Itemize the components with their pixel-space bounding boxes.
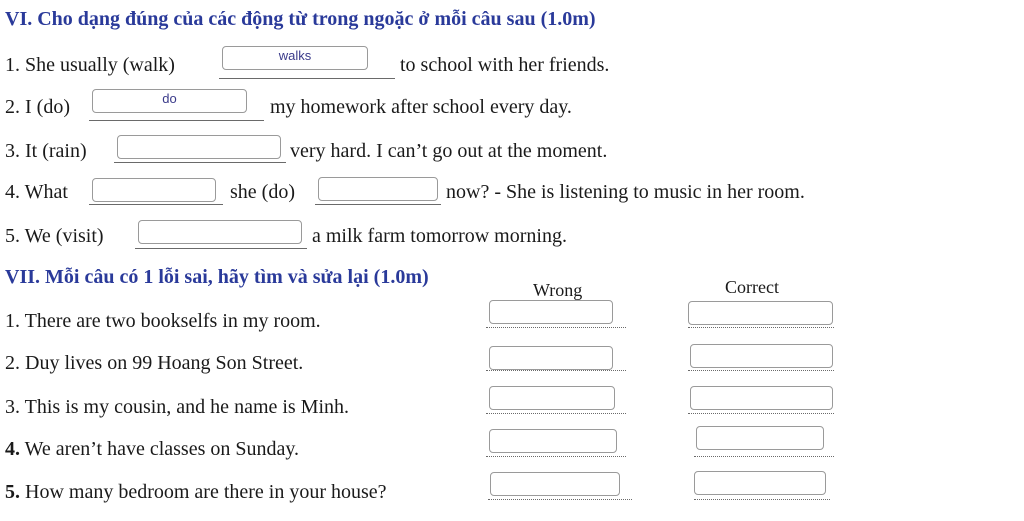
s6-item-1-suffix: to school with her friends. (400, 54, 610, 76)
s7-item-4-correct-input[interactable] (696, 426, 824, 450)
s7-item-1-text: 1. There are two bookselfs in my room. (5, 310, 321, 332)
s7-item-5-correct-dots (694, 499, 830, 500)
s7-item-2-wrong-input[interactable] (489, 346, 613, 370)
s6-item-4-answer-b-input[interactable] (318, 177, 438, 201)
s6-item-5-prefix: 5. We (visit) (5, 225, 104, 247)
s6-item-2-answer-input[interactable] (92, 89, 247, 113)
s6-item-1-prefix: 1. She usually (walk) (5, 54, 175, 76)
s6-item-2-prefix: 2. I (do) (5, 96, 70, 118)
s6-item-3-underline (114, 162, 286, 163)
s7-item-3-text: 3. This is my cousin, and he name is Minh. (5, 396, 350, 418)
s7-item-4-wrong-input[interactable] (489, 429, 617, 453)
s6-item-3-answer-input[interactable] (117, 135, 281, 159)
s7-item-4-wrong-dots (486, 456, 626, 457)
s7-item-2-wrong-dots (486, 370, 626, 371)
s7-item-4-text-line (5, 438, 299, 461)
s6-item-2-suffix: my homework after school every day. (270, 96, 572, 118)
s7-item-1-wrong-input[interactable] (489, 300, 613, 324)
s7-item-2-correct-input[interactable] (690, 344, 833, 368)
s6-item-1-underline (219, 78, 395, 79)
s7-item-4-correct-dots (694, 456, 834, 457)
s6-item-3-suffix: very hard. I can’t go out at the moment. (290, 140, 608, 162)
s6-item-5-answer-input[interactable] (138, 220, 302, 244)
wrong-column-header: Wrong (533, 280, 583, 300)
s7-item-2-correct-dots (688, 370, 834, 371)
s6-item-3-prefix: 3. It (rain) (5, 140, 87, 162)
s7-item-4-number: 4. (5, 438, 20, 460)
s6-item-5-underline (135, 248, 307, 249)
s6-item-4-middle: she (do) (230, 181, 295, 203)
s7-item-5-correct-input[interactable] (694, 471, 826, 495)
s7-item-5-text: How many bedroom are there in your house? (25, 481, 387, 503)
s7-item-5-number: 5. (5, 481, 20, 503)
s6-item-4-prefix: 4. What (5, 181, 68, 203)
correct-column-header: Correct (725, 277, 779, 297)
s6-item-4-answer-a-input[interactable] (92, 178, 216, 202)
s7-item-3-wrong-dots (486, 413, 626, 414)
section-6-title: VI. Cho dạng đúng của các động từ trong ngoặc ở mỗi câu sau (1.0m) (5, 8, 596, 30)
s6-item-4-underline-a (89, 204, 223, 205)
s6-item-4-underline-b (315, 204, 441, 205)
s6-item-5-suffix: a milk farm tomorrow morning. (312, 225, 567, 247)
s7-item-3-correct-input[interactable] (690, 386, 833, 410)
s7-item-3-wrong-input[interactable] (489, 386, 615, 410)
s6-item-2-underline (89, 120, 264, 121)
s7-item-3-correct-dots (688, 413, 834, 414)
s7-item-1-correct-input[interactable] (688, 301, 833, 325)
s6-item-4-suffix: now? - She is listening to music in her room. (446, 181, 805, 203)
s7-item-5-wrong-dots (488, 499, 632, 500)
s7-item-2-text: 2. Duy lives on 99 Hoang Son Street. (5, 352, 304, 374)
s6-item-1-answer-input[interactable] (222, 46, 368, 70)
s7-item-5-wrong-input[interactable] (490, 472, 620, 496)
section-7-title: VII. Mỗi câu có 1 lỗi sai, hãy tìm và sửa lại (1.0m) (5, 266, 429, 288)
s7-item-5-text-line (5, 481, 387, 504)
s7-item-1-wrong-dots (486, 327, 626, 328)
s7-item-4-text: We aren’t have classes on Sunday. (24, 438, 300, 460)
s7-item-1-correct-dots (688, 327, 834, 328)
